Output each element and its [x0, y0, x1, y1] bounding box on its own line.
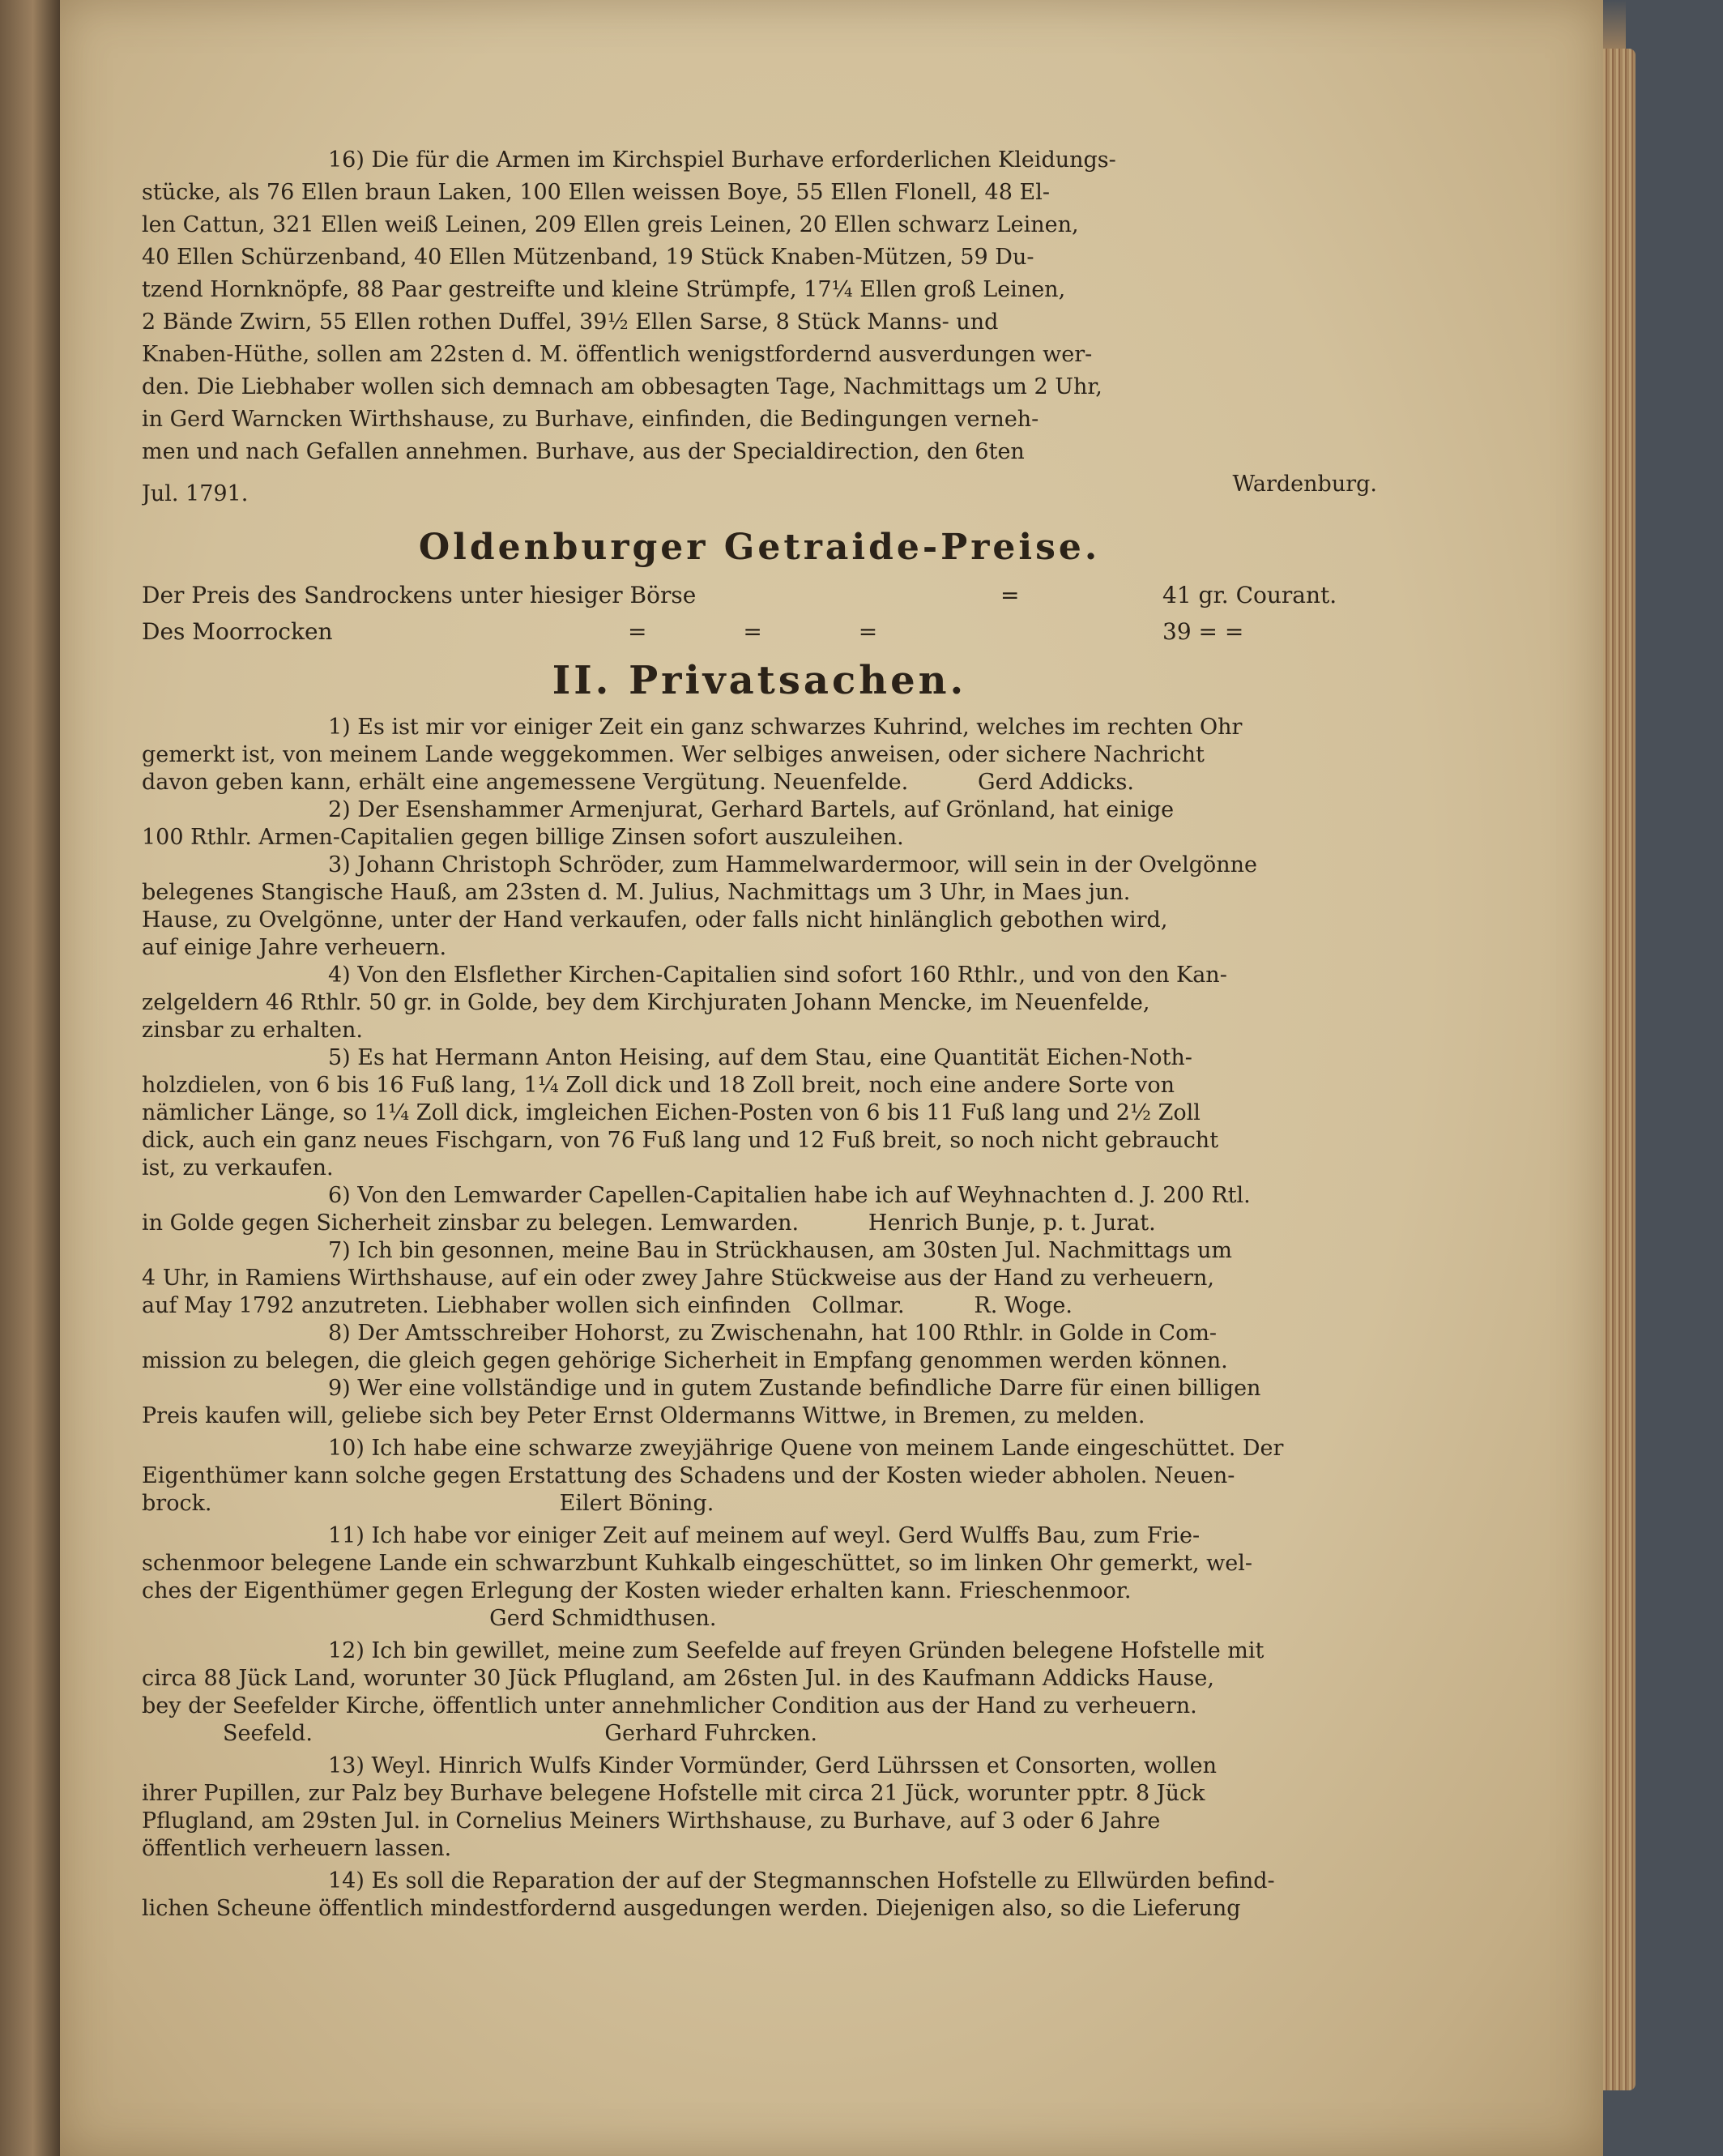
private-line: auf May 1792 anzutreten. Liebhaber wollen sich einfinden Collmar. R. Woge. — [142, 1293, 1073, 1318]
private-line: Seefeld. Gerhard Fuhrcken. — [223, 1721, 817, 1746]
private-line: lichen Scheune öffentlich mindestfordernd ausgedungen werden. Diejenigen also, so die Lieferung — [142, 1896, 1241, 1921]
private-line: bey der Seefelder Kirche, öffentlich unter annehmlicher Condition aus der Hand zu verheuern. — [142, 1693, 1197, 1718]
private-line: 2) Der Esenshammer Armenjurat, Gerhard Bartels, auf Grönland, hat einige — [328, 797, 1175, 822]
private-line: 13) Weyl. Hinrich Wulfs Kinder Vormünder, Gerd Lührssen et Consorten, wollen — [328, 1753, 1217, 1778]
private-line: ist, zu verkaufen. — [142, 1155, 334, 1180]
private-line: 1) Es ist mir vor einiger Zeit ein ganz schwarzes Kuhrind, welches im rechten Ohr — [328, 715, 1243, 740]
private-line: zinsbar zu erhalten. — [142, 1018, 363, 1043]
private-line: circa 88 Jück Land, worunter 30 Jück Pflugland, am 26sten Jul. in des Kaufmann Addicks Hause, — [142, 1666, 1214, 1691]
private-line: 4 Uhr, in Ramiens Wirthshause, auf ein oder zwey Jahre Stückweise aus der Hand zu verheuern, — [142, 1266, 1214, 1291]
private-line: 12) Ich bin gewillet, meine zum Seefelde auf freyen Gründen belegene Hofstelle mit — [328, 1638, 1265, 1663]
private-line: 4) Von den Elsflether Kirchen-Capitalien sind sofort 160 Rthlr., und von den Kan- — [328, 963, 1227, 988]
notice-16-line: Knaben-Hüthe, sollen am 22sten d. M. öffentlich wenigstfordernd ausverdungen wer- — [142, 342, 1093, 367]
private-line: mission zu belegen, die gleich gegen gehörige Sicherheit in Empfang genommen werden können. — [142, 1348, 1228, 1373]
notice-16-line: den. Die Liebhaber wollen sich demnach am obbesagten Tage, Nachmittags um 2 Uhr, — [142, 374, 1102, 399]
private-line: 6) Von den Lemwarder Capellen-Capitalien habe ich auf Weyhnachten d. J. 200 Rtl. — [328, 1183, 1251, 1208]
notice-16-line: 40 Ellen Schürzenband, 40 Ellen Mützenband, 19 Stück Knaben-Mützen, 59 Du- — [142, 245, 1034, 270]
private-line: Gerd Schmidthusen. — [142, 1606, 717, 1631]
notice-16-line: 16) Die für die Armen im Kirchspiel Burhave erforderlichen Kleidungs- — [328, 147, 1116, 173]
private-line: 100 Rthlr. Armen-Capitalien gegen billige Zinsen sofort auszuleihen. — [142, 825, 904, 850]
notice-16-line: Jul. 1791. — [142, 481, 249, 506]
notice-16-line: tzend Hornknöpfe, 88 Paar gestreifte und kleine Strümpfe, 17¼ Ellen groß Leinen, — [142, 277, 1066, 302]
notice-16-line: len Cattun, 321 Ellen weiß Leinen, 209 Ellen greis Leinen, 20 Ellen schwarz Leinen, — [142, 212, 1079, 237]
private-line: 3) Johann Christoph Schröder, zum Hammelwardermoor, will sein in der Ovelgönne — [328, 852, 1258, 877]
private-line: gemerkt ist, von meinem Lande weggekommen. Wer selbiges anweisen, oder sichere Nachricht — [142, 742, 1205, 767]
private-line: auf einige Jahre verheuern. — [142, 935, 447, 960]
grain-price-row — [142, 616, 1377, 648]
section-heading: II. Privatsachen. — [552, 658, 967, 703]
price-label: Des Moorrocken — [142, 618, 333, 645]
book-fore-edge — [1603, 49, 1636, 2090]
price-value: 41 gr. Courant. — [1162, 582, 1337, 608]
private-line: Eigenthümer kann solche gegen Erstattung des Schadens und der Kosten wieder abholen. Neuen- — [142, 1463, 1235, 1488]
notice-16-line: men und nach Gefallen annehmen. Burhave, aus der Specialdirection, den 6ten — [142, 439, 1025, 464]
price-value: 39 = = — [1162, 618, 1244, 645]
private-line: dick, auch ein ganz neues Fischgarn, von 76 Fuß lang und 12 Fuß breit, so noch nicht gebraucht — [142, 1128, 1219, 1153]
private-line: schenmoor belegene Lande ein schwarzbunt Kuhkalb eingeschüttet, so im linken Ohr gemerkt, wel- — [142, 1551, 1252, 1576]
notice-16-line: stücke, als 76 Ellen braun Laken, 100 Ellen weissen Boye, 55 Ellen Flonell, 48 El- — [142, 180, 1050, 205]
private-line: Pflugland, am 29sten Jul. in Cornelius Meiners Wirthshause, zu Burhave, auf 3 oder 6 Jahre — [142, 1808, 1161, 1834]
grain-price-row — [142, 579, 1377, 612]
private-line: 10) Ich habe eine schwarze zweyjährige Quene von meinem Lande eingeschüttet. Der — [328, 1436, 1284, 1461]
private-line: ches der Eigenthümer gegen Erlegung der Kosten wieder erhalten kann. Frieschenmoor. — [142, 1578, 1132, 1603]
price-ditto: = — [1000, 582, 1020, 608]
private-line: öffentlich verheuern lassen. — [142, 1836, 452, 1861]
notice-16-line: 2 Bände Zwirn, 55 Ellen rothen Duffel, 39½ Ellen Sarse, 8 Stück Manns- und — [142, 310, 999, 335]
private-line: 14) Es soll die Reparation der auf der Stegmannschen Hofstelle zu Ellwürden befind- — [328, 1868, 1275, 1893]
price-label: Der Preis des Sandrockens unter hiesiger Börse — [142, 582, 697, 608]
private-line: ihrer Pupillen, zur Palz bey Burhave belegene Hofstelle mit circa 21 Jück, worunter pptr. 8 Jück — [142, 1781, 1205, 1806]
private-line: 5) Es hat Hermann Anton Heising, auf dem Stau, eine Quantität Eichen-Noth- — [328, 1045, 1192, 1070]
private-line: nämlicher Länge, so 1¼ Zoll dick, imgleichen Eichen-Posten von 6 bis 11 Fuß lang und 2½ Zoll — [142, 1100, 1201, 1125]
notice-16-line: in Gerd Warncken Wirthshause, zu Burhave, einfinden, die Bedingungen verneh- — [142, 407, 1039, 432]
private-line: 8) Der Amtsschreiber Hohorst, zu Zwischenahn, hat 100 Rthlr. in Golde in Com- — [328, 1321, 1218, 1346]
private-line: davon geben kann, erhält eine angemessene Vergütung. Neuenfelde. Gerd Addicks. — [142, 770, 1134, 795]
private-line: brock. Eilert Böning. — [142, 1491, 714, 1516]
adjacent-page-edge — [0, 0, 60, 2156]
private-line: Hause, zu Ovelgönne, unter der Hand verkaufen, oder falls nicht hinlänglich gebothen wird, — [142, 907, 1168, 933]
private-line: zelgeldern 46 Rthlr. 50 gr. in Golde, bey dem Kirchjuraten Johann Mencke, im Neuenfelde, — [142, 990, 1150, 1015]
private-line: in Golde gegen Sicherheit zinsbar zu belegen. Lemwarden. Henrich Bunje, p. t. Jurat. — [142, 1210, 1156, 1236]
private-line: holzdielen, von 6 bis 16 Fuß lang, 1¼ Zoll dick und 18 Zoll breit, noch eine andere Sorte von — [142, 1073, 1175, 1098]
grain-prices-heading: Oldenburger Getraide-Preise. — [418, 527, 1101, 568]
price-ditto: = = = — [628, 618, 878, 645]
notice-16-signature: Wardenburg. — [1232, 472, 1377, 497]
private-line: Preis kaufen will, geliebe sich bey Peter Ernst Oldermanns Wittwe, in Bremen, zu melden. — [142, 1403, 1145, 1428]
private-line: belegenes Stangische Hauß, am 23sten d. M. Julius, Nachmittags um 3 Uhr, in Maes jun. — [142, 880, 1131, 905]
private-line: 7) Ich bin gesonnen, meine Bau in Strückhausen, am 30sten Jul. Nachmittags um — [328, 1238, 1232, 1263]
private-line: 11) Ich habe vor einiger Zeit auf meinem auf weyl. Gerd Wulffs Bau, zum Frie- — [328, 1523, 1201, 1548]
private-line: 9) Wer eine vollständige und in gutem Zustande befindliche Darre für einen billigen — [328, 1376, 1261, 1401]
